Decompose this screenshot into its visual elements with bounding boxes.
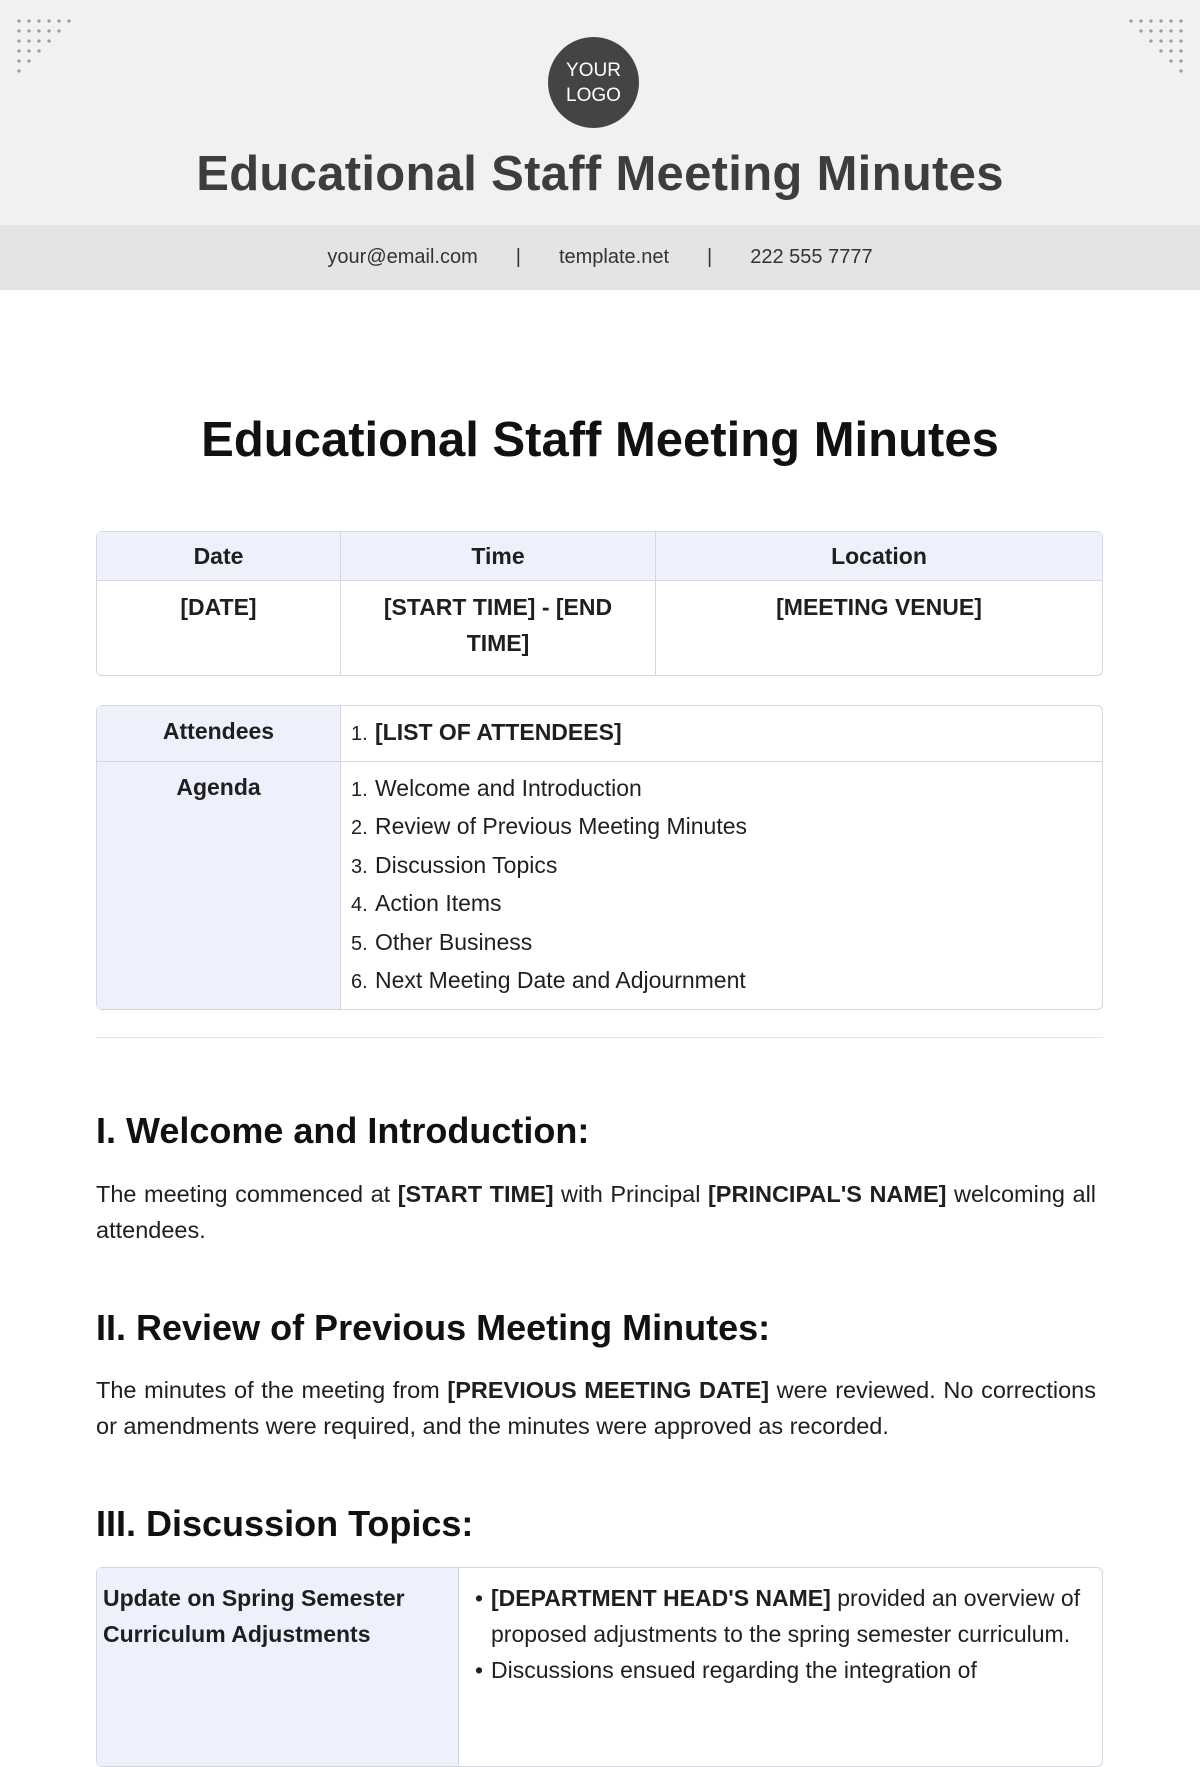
topic-label: Update on Spring Semester Curriculum Adjustments — [97, 1568, 459, 1766]
agenda-cell — [341, 762, 1102, 1009]
topic-content — [459, 1568, 1102, 1766]
header-location: Location — [656, 532, 1102, 581]
agenda-item: 3. Discussion Topics — [351, 851, 558, 878]
logo-text-line1: YOUR — [566, 59, 621, 81]
brand-title: Educational Staff Meeting Minutes — [196, 147, 1004, 201]
agenda-item: 4. Action Items — [351, 890, 502, 916]
contact-phone: 222 555 7777 — [750, 246, 873, 268]
section-heading-welcome: I. Welcome and Introduction: — [96, 1110, 590, 1151]
agenda-label: Agenda — [97, 762, 341, 1009]
contact-bar — [0, 225, 1200, 290]
topic-bullet: • [DEPARTMENT HEAD'S NAME] provided an overview of proposed adjustments to the spring semester curriculum. — [475, 1580, 1082, 1652]
document-title: Educational Staff Meeting Minutes — [201, 413, 999, 467]
contact-website[interactable]: template.net — [558, 246, 670, 268]
agenda-item: 6. Next Meeting Date and Adjournment — [351, 967, 746, 993]
value-location: [MEETING VENUE] — [776, 594, 982, 620]
agenda-item: 5. Other Business — [351, 928, 533, 955]
attendees-cell — [341, 706, 1102, 762]
decorative-dots-right — [1122, 18, 1184, 76]
decorative-dots-left — [16, 18, 78, 76]
contact-separator: | — [515, 246, 521, 268]
discussion-topics-table — [96, 1567, 1103, 1767]
logo-badge — [548, 37, 639, 128]
attendee-item: 1. [LIST OF ATTENDEES] — [351, 719, 622, 745]
header-date: Date — [97, 532, 341, 581]
section-heading-review: II. Review of Previous Meeting Minutes: — [96, 1307, 771, 1348]
section-body-review: The minutes of the meeting from [PREVIOUS MEETING DATE] were reviewed. No corrections or amendments were required, and the minutes were approved as recorded. — [96, 1377, 1096, 1439]
value-date: [DATE] — [97, 581, 341, 675]
logo-text-line2: LOGO — [566, 84, 621, 106]
section-body-welcome: The meeting commenced at [START TIME] with Principal [PRINCIPAL'S NAME] welcoming all attendees. — [96, 1181, 1097, 1243]
meeting-details-table — [96, 531, 1103, 676]
contact-separator: | — [707, 246, 713, 268]
header-time: Time — [341, 532, 656, 581]
agenda-item: 2. Review of Previous Meeting Minutes — [351, 813, 747, 839]
attendees-agenda-table — [96, 705, 1103, 1010]
section-divider — [96, 1037, 1103, 1038]
section-heading-discussion: III. Discussion Topics: — [96, 1503, 474, 1544]
attendees-label: Attendees — [97, 706, 341, 762]
contact-email[interactable]: your@email.com — [327, 246, 478, 268]
agenda-item: 1. Welcome and Introduction — [351, 774, 642, 801]
value-time: [START TIME] - [END TIME] — [341, 581, 656, 675]
topic-bullet: • Discussions ensued regarding the integration of — [475, 1652, 1082, 1688]
